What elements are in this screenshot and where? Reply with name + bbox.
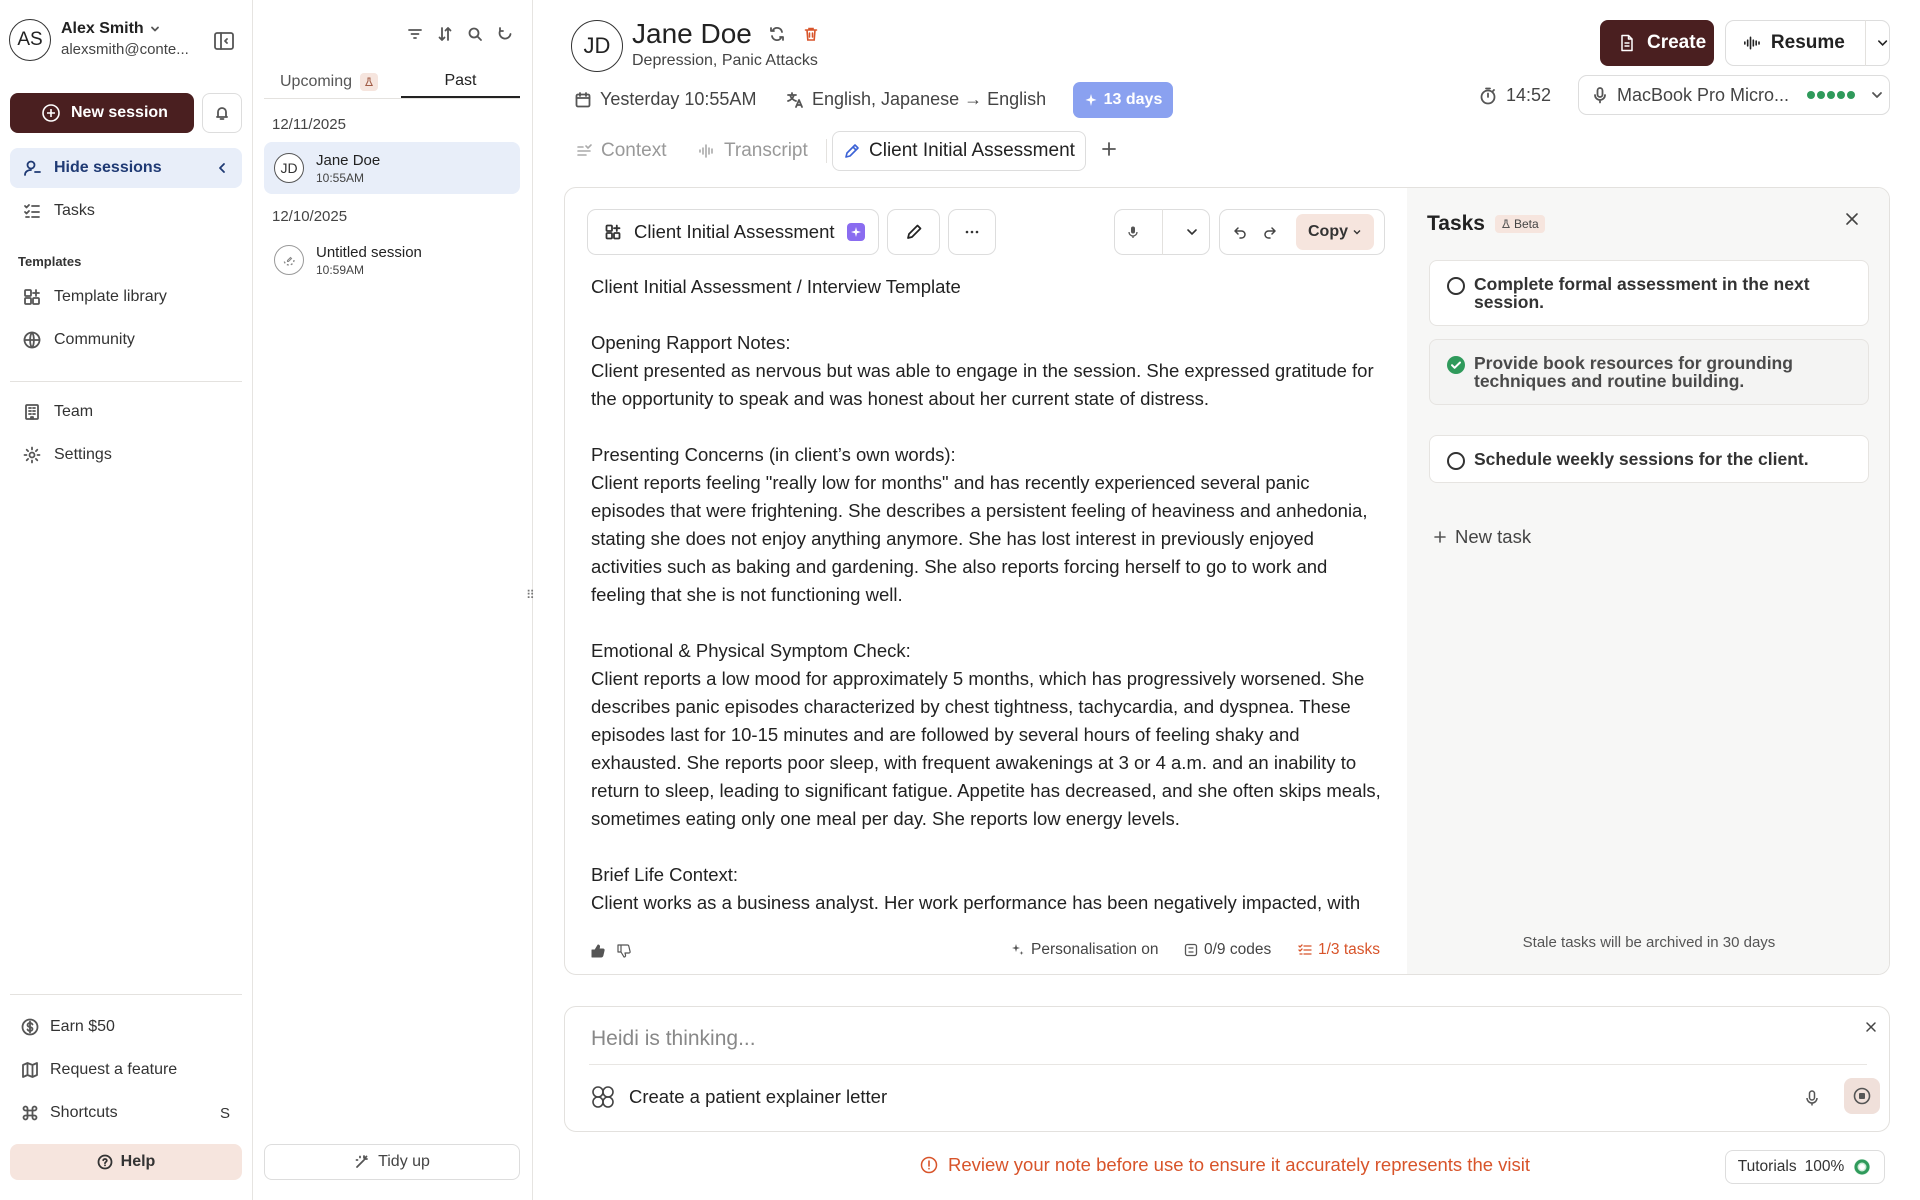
codes-counter[interactable] (1184, 941, 1271, 959)
suggestion-label: Create a patient explainer letter (629, 1086, 888, 1107)
resume-button[interactable] (1725, 20, 1890, 66)
copy-label: Copy (1308, 223, 1348, 240)
tab-past[interactable] (401, 66, 520, 98)
user-email: alexsmith@conte... (61, 41, 189, 58)
beta-label: Beta (1514, 217, 1539, 231)
list-check-icon (22, 201, 42, 221)
stale-tasks-note: Stale tasks will be archived in 30 days (1522, 934, 1776, 951)
pencil-icon (904, 222, 924, 242)
divider (10, 994, 242, 995)
resume-label: Resume (1770, 32, 1845, 53)
notifications-button[interactable] (202, 93, 242, 133)
beta-badge (1495, 215, 1545, 233)
chevron-left-icon (216, 162, 228, 174)
edit-button[interactable] (887, 209, 940, 255)
days-label: 13 days (1103, 91, 1163, 108)
patient-conditions: Depression, Panic Attacks (632, 52, 818, 69)
context-icon (575, 142, 593, 160)
codes-label: 0/9 codes (1204, 941, 1272, 958)
sessions-panel (254, 0, 533, 1200)
days-badge[interactable] (1073, 82, 1173, 118)
template-icon (22, 287, 42, 307)
divider (10, 381, 242, 382)
patient-name[interactable]: Jane Doe (632, 18, 752, 49)
sidebar-item-settings[interactable] (10, 435, 242, 475)
task-item[interactable] (1429, 339, 1869, 405)
session-date[interactable] (574, 89, 756, 110)
more-options-button[interactable] (948, 209, 996, 255)
task-item[interactable] (1429, 435, 1869, 483)
help-label: Help (120, 1153, 156, 1170)
microphone-select[interactable] (1578, 75, 1890, 115)
user-avatar[interactable]: AS (9, 19, 51, 61)
globe-icon (22, 330, 42, 350)
left-sidebar (0, 0, 253, 1200)
session-languages[interactable] (786, 89, 1046, 110)
assistant-mic-icon[interactable] (1803, 1089, 1821, 1107)
document-icon (1617, 33, 1637, 53)
question-circle-icon (97, 1154, 113, 1170)
chevron-down-icon[interactable] (1876, 36, 1889, 50)
session-time: 10:59AM (316, 262, 365, 277)
map-icon (20, 1060, 40, 1080)
stopwatch-icon (1478, 86, 1498, 106)
tutorials-label: Tutorials (1737, 1158, 1797, 1175)
note-card (564, 187, 1890, 975)
sidebar-item-earn[interactable] (10, 1007, 242, 1047)
pen-icon (843, 142, 861, 160)
tasks-counter[interactable] (1298, 941, 1380, 959)
tasks-title: Tasks (1427, 212, 1485, 235)
sidebar-item-label: Settings (54, 446, 112, 463)
plus-circle-icon (41, 103, 61, 123)
new-task-label: New task (1455, 526, 1532, 547)
tasks-count-label: 1/3 tasks (1318, 941, 1381, 958)
personalisation-toggle[interactable] (1011, 941, 1159, 959)
task-text: Complete formal assessment in the next session. (1474, 274, 1810, 312)
gear-icon (22, 445, 42, 465)
feedback-buttons (590, 943, 632, 959)
task-checkbox[interactable] (1447, 452, 1465, 470)
session-date-label: Yesterday 10:55AM (600, 89, 757, 109)
user-menu[interactable] (61, 20, 189, 58)
search-icon[interactable] (467, 26, 483, 42)
new-session-label: New session (71, 104, 168, 121)
building-icon (22, 402, 42, 422)
ellipsis-icon (963, 223, 981, 241)
trash-icon[interactable] (802, 25, 820, 43)
tab-label: Context (601, 140, 667, 161)
sidebar-item-label: Team (54, 403, 94, 420)
sidebar-item-template-library[interactable] (10, 277, 242, 317)
session-group-date: 12/10/2025 (272, 208, 348, 225)
tab-context[interactable] (575, 132, 666, 170)
microphone-icon (1591, 86, 1609, 104)
session-group-date: 12/11/2025 (272, 116, 346, 133)
templates-heading: Templates (18, 254, 82, 269)
beta-flask-icon (360, 73, 378, 91)
sidebar-item-shortcuts[interactable] (10, 1093, 242, 1133)
resize-handle[interactable]: ⠿ (526, 588, 535, 602)
collapse-sidebar-icon[interactable] (212, 29, 236, 53)
undo-icon[interactable] (1232, 224, 1248, 240)
session-time: 10:55AM (316, 170, 365, 185)
tab-label: Transcript (724, 140, 808, 161)
redo-icon[interactable] (1262, 224, 1278, 240)
review-warning (920, 1154, 1530, 1176)
sidebar-item-community[interactable] (10, 320, 242, 360)
sparkles-icon (1011, 943, 1025, 957)
sparkle-icon (1084, 93, 1098, 107)
user-name: Alex Smith (61, 20, 144, 37)
refresh-icon[interactable] (497, 26, 513, 42)
calendar-icon (574, 91, 592, 109)
tidy-up-label: Tidy up (378, 1153, 430, 1170)
tutorials-button[interactable] (1725, 1150, 1885, 1184)
session-timer (1478, 85, 1551, 106)
filter-icon[interactable] (407, 26, 423, 42)
sidebar-item-label: Shortcuts (50, 1104, 118, 1121)
list-check-icon (1298, 943, 1312, 957)
languages-label: English, Japanese → English (812, 89, 1047, 109)
dictate-button[interactable] (1114, 209, 1210, 255)
thumbs-down-icon[interactable] (616, 943, 632, 959)
tab-client-initial-assessment[interactable] (832, 131, 1086, 171)
microphone-label: MacBook Pro Micro... (1617, 84, 1790, 105)
tutorials-progress: 100% (1804, 1158, 1845, 1175)
add-tab-icon[interactable] (1099, 139, 1119, 159)
help-button[interactable] (10, 1144, 242, 1180)
warning-circle-icon (920, 1156, 938, 1174)
dollar-circle-icon (20, 1017, 40, 1037)
sessions-toolbar (407, 26, 513, 42)
create-label: Create (1647, 32, 1707, 53)
divider (264, 98, 520, 99)
command-icon (20, 1103, 40, 1123)
template-icon (604, 223, 622, 241)
assistant-status[interactable]: Heidi is thinking... (591, 1027, 756, 1050)
progress-ring-icon (1852, 1157, 1872, 1177)
task-text: Schedule weekly sessions for the client. (1474, 449, 1809, 469)
task-checkbox-checked[interactable] (1447, 356, 1465, 374)
session-draft-icon (274, 245, 304, 275)
suggestion-chip[interactable] (589, 1083, 887, 1111)
warning-text: Review your note before use to ensure it accurately represents the visit (948, 1154, 1531, 1175)
timer-label: 14:52 (1506, 85, 1552, 105)
tab-upcoming[interactable] (264, 66, 394, 98)
history-copy-group (1219, 209, 1385, 255)
heidi-logo-icon (589, 1083, 617, 1111)
close-tasks-icon[interactable] (1843, 210, 1861, 228)
task-text: Provide book resources for grounding techniques and routine building. (1474, 353, 1793, 391)
tab-label: Client Initial Assessment (869, 140, 1075, 161)
bell-icon (214, 105, 230, 121)
session-title: Jane Doe (316, 151, 381, 169)
code-box-icon (1184, 943, 1198, 957)
close-assistant-icon[interactable] (1863, 1019, 1879, 1035)
sidebar-item-request-feature[interactable] (10, 1050, 242, 1090)
chevron-down-icon (1352, 227, 1362, 237)
session-item[interactable] (264, 142, 520, 194)
tab-label: Upcoming (279, 73, 353, 90)
assistant-card (564, 1006, 1890, 1132)
waveform-icon (698, 142, 716, 160)
ai-badge-icon (847, 223, 865, 241)
task-item[interactable] (1429, 260, 1869, 326)
divider (589, 1064, 1867, 1065)
session-avatar: JD (274, 153, 304, 183)
waveform-icon (1742, 33, 1761, 53)
translate-icon (786, 91, 804, 109)
copy-button[interactable] (1296, 214, 1374, 250)
sidebar-item-label: Earn $50 (50, 1018, 115, 1035)
divider (1162, 209, 1163, 255)
tasks-panel (1407, 188, 1890, 975)
sidebar-item-label: Tasks (54, 202, 95, 219)
flask-icon (1501, 219, 1511, 229)
swap-patient-icon[interactable] (768, 25, 786, 43)
chevron-down-icon (150, 24, 160, 34)
sidebar-item-label: Hide sessions (54, 159, 162, 176)
magic-wand-icon (354, 1154, 370, 1170)
sidebar-item-label: Request a feature (50, 1061, 178, 1078)
sidebar-item-label: Community (54, 331, 135, 348)
tab-label: Past (444, 72, 477, 89)
shortcut-key: S (219, 1104, 230, 1122)
sidebar-item-hide-sessions[interactable] (10, 148, 242, 188)
template-name: Client Initial Assessment (634, 221, 835, 242)
tab-transcript[interactable] (698, 132, 808, 170)
divider (1865, 20, 1866, 66)
personalisation-label: Personalisation on (1031, 941, 1159, 958)
sort-icon[interactable] (437, 26, 453, 42)
create-button[interactable] (1600, 20, 1714, 66)
sidebar-item-label: Template library (54, 288, 167, 305)
plus-icon (1433, 530, 1447, 544)
thumbs-up-icon[interactable] (590, 943, 606, 959)
sidebar-item-team[interactable] (10, 392, 242, 432)
tidy-up-button[interactable] (264, 1144, 520, 1180)
audio-level-meter (1807, 91, 1855, 99)
template-selector[interactable] (587, 209, 879, 255)
user-icon (22, 158, 42, 178)
divider (826, 139, 827, 163)
chevron-down-icon (1871, 89, 1883, 101)
chevron-down-icon (1186, 226, 1198, 238)
assistant-stop-button[interactable] (1844, 1078, 1880, 1114)
new-task-button[interactable] (1433, 526, 1531, 548)
session-title: Untitled session (316, 243, 422, 261)
patient-avatar: JD (571, 20, 623, 72)
new-session-button[interactable] (10, 93, 194, 133)
sidebar-item-tasks[interactable] (10, 191, 242, 231)
note-body[interactable]: Client Initial Assessment / Interview Template Opening Rapport Notes: Client presented as nervous but was able to engage in the session. She expressed gratitude for the opportunity to speak and was honest about her current state of distress. Presenting Concerns (in client’s own words): Client reports feeling "really low for months" and has recently experienced several panic episodes that were frightening. She describes a persistent feeling of heaviness and anhedonia, stating she does not enjoy anything anymore. She has lost interest in previously enjoyed activities such as baking and gardening. She also reports forcing herself to go to work and feeling that she is not functioning well. Emotional & Physical Symptom Check: Client reports a low mood for approximately 5 months, which has progressively worsened. She describes panic episodes characterized by chest tightness, tachycardia, and dyspnea. These episodes last for 10-15 minutes and are followed by several hours of feeling shaky and exhausted. She reports poor sleep, with frequent awakenings at 3 or 4 a.m. and an inability to return to sleep, leading to significant fatigue. Appetite has decreased, and she often skips meals, sometimes eating only one meal per day. She reports low energy levels. Brief Life Context: Client works as a business analyst. Her work performance has been negatively impacted, with (591, 276, 1381, 913)
patient-header (632, 18, 820, 50)
session-item[interactable] (264, 234, 520, 286)
stop-circle-icon (1852, 1086, 1872, 1106)
task-checkbox[interactable] (1447, 277, 1465, 295)
microphone-icon (1126, 225, 1140, 239)
